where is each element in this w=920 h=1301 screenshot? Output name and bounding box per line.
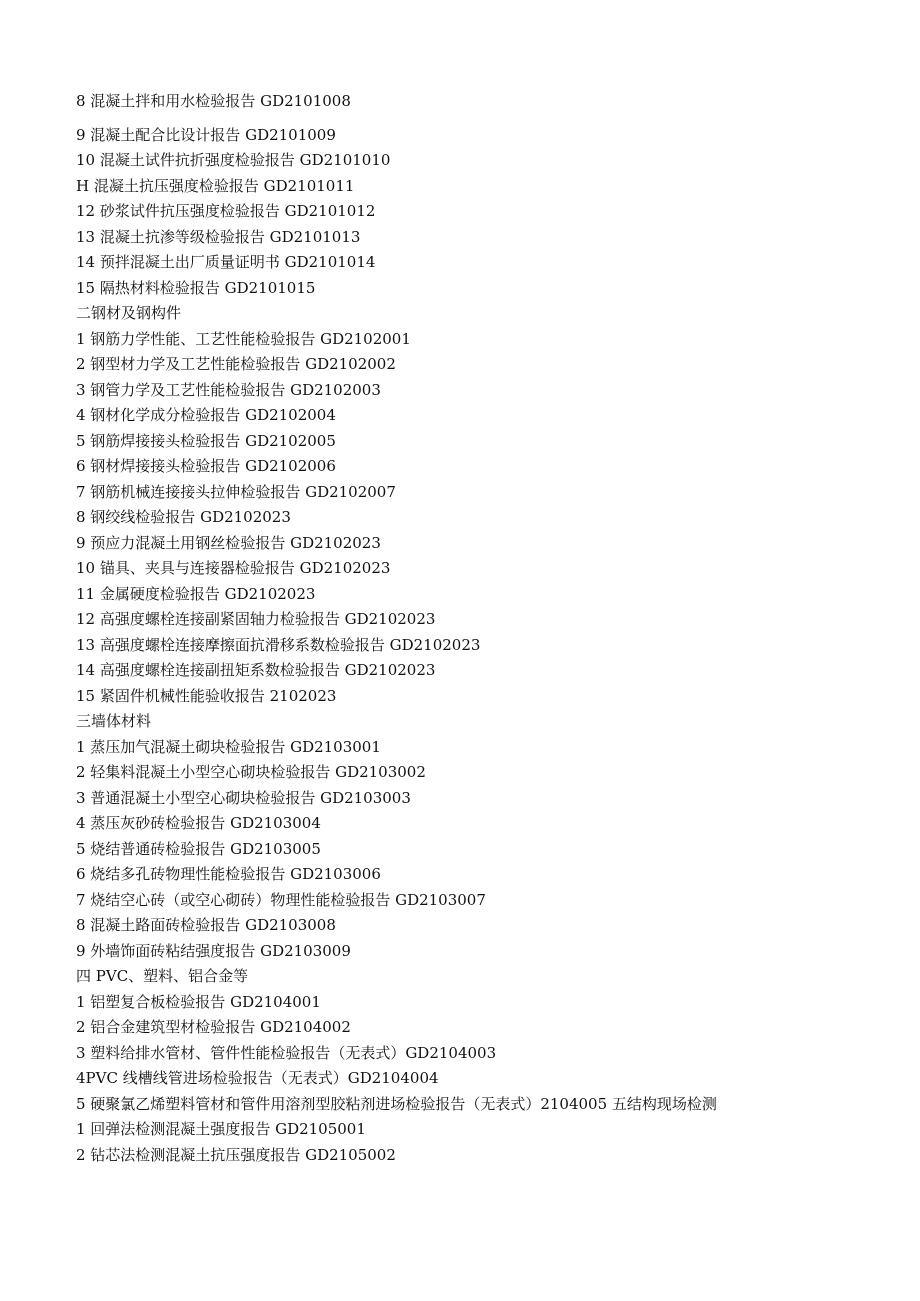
list-item: 13 混凝土抗渗等级检验报告 GD2101013 xyxy=(76,227,361,246)
list-item: 10 混凝土试件抗折强度检验报告 GD2101010 xyxy=(76,151,391,169)
list-item: 14 预拌混凝土出厂质量证明书 GD2101014 xyxy=(76,253,376,271)
list-item: 7 钢筋机械连接接头拉伸检验报告 GD2102007 xyxy=(76,482,396,501)
list-item: H 混凝土抗压强度检验报告 GD2101011 xyxy=(76,176,355,195)
list-item: 9 外墙饰面砖粘结强度报告 GD2103009 xyxy=(76,941,351,960)
list-item: 9 预应力混凝土用钢丝检验报告 GD2102023 xyxy=(76,533,381,552)
list-item: 15 隔热材料检验报告 GD2101015 xyxy=(76,278,316,297)
list-item: 3 塑料给排水管材、管件性能检验报告（无表式）GD2104003 xyxy=(76,1043,497,1062)
section-heading: 三墙体材料 xyxy=(76,712,152,730)
list-item: 2 轻集料混凝土小型空心砌块检验报告 GD2103002 xyxy=(76,763,426,781)
list-item: 12 高强度螺栓连接副紧固轴力检验报告 GD2102023 xyxy=(76,610,436,628)
list-item: 5 钢筋焊接接头检验报告 GD2102005 xyxy=(76,431,336,450)
list-item: 10 锚具、夹具与连接器检验报告 GD2102023 xyxy=(76,559,391,577)
list-item: 14 高强度螺栓连接副扭矩系数检验报告 GD2102023 xyxy=(76,661,436,679)
list-item: 1 铝塑复合板检验报告 GD2104001 xyxy=(76,992,321,1011)
list-item: 3 普通混凝土小型空心砌块检验报告 GD2103003 xyxy=(76,788,411,807)
list-item: 12 砂浆试件抗压强度检验报告 GD2101012 xyxy=(76,202,376,220)
list-item: 2 钻芯法检测混凝土抗压强度报告 GD2105002 xyxy=(76,1145,396,1164)
list-item: 2 铝合金建筑型材检验报告 GD2104002 xyxy=(76,1018,351,1036)
section-heading: 四 PVC、塑料、铝合金等 xyxy=(76,967,249,985)
list-item: 11 金属硬度检验报告 GD2102023 xyxy=(76,584,316,603)
list-item: 5 硬聚氯乙烯塑料管材和管件用溶剂型胶粘剂进场检验报告（无表式）2104005 五结构现场检测 xyxy=(76,1094,717,1113)
list-item: 1 蒸压加气混凝土砌块检验报告 GD2103001 xyxy=(76,737,381,756)
list-item: 7 烧结空心砖（或空心砌砖）物理性能检验报告 GD2103007 xyxy=(76,890,486,909)
list-item: 8 混凝土路面砖检验报告 GD2103008 xyxy=(76,916,336,934)
list-item: 1 回弹法检测混凝土强度报告 GD2105001 xyxy=(76,1120,366,1138)
list-item: 8 钢绞线检验报告 GD2102023 xyxy=(76,508,291,526)
document-content xyxy=(76,89,816,1168)
section-heading: 二钢材及钢构件 xyxy=(76,304,182,322)
list-item: 8 混凝土拌和用水检验报告 GD2101008 xyxy=(76,92,351,110)
list-item: 4 蒸压灰砂砖检验报告 GD2103004 xyxy=(76,814,321,832)
list-item: 6 烧结多孔砖物理性能检验报告 GD2103006 xyxy=(76,865,381,883)
list-item: 1 钢筋力学性能、工艺性能检验报告 GD2102001 xyxy=(76,329,411,348)
list-item: 4PVC 线槽线管进场检验报告（无表式）GD2104004 xyxy=(76,1069,439,1087)
list-item: 13 高强度螺栓连接摩擦面抗滑移系数检验报告 GD2102023 xyxy=(76,635,481,654)
list-item: 3 钢管力学及工艺性能检验报告 GD2102003 xyxy=(76,380,381,399)
list-item: 15 紧固件机械性能验收报告 2102023 xyxy=(76,686,337,705)
list-item: 5 烧结普通砖检验报告 GD2103005 xyxy=(76,839,321,858)
list-item: 6 钢材焊接接头检验报告 GD2102006 xyxy=(76,457,336,475)
list-item: 2 钢型材力学及工艺性能检验报告 GD2102002 xyxy=(76,355,396,373)
list-item: 4 钢材化学成分检验报告 GD2102004 xyxy=(76,406,336,424)
list-item: 9 混凝土配合比设计报告 GD2101009 xyxy=(76,125,336,144)
